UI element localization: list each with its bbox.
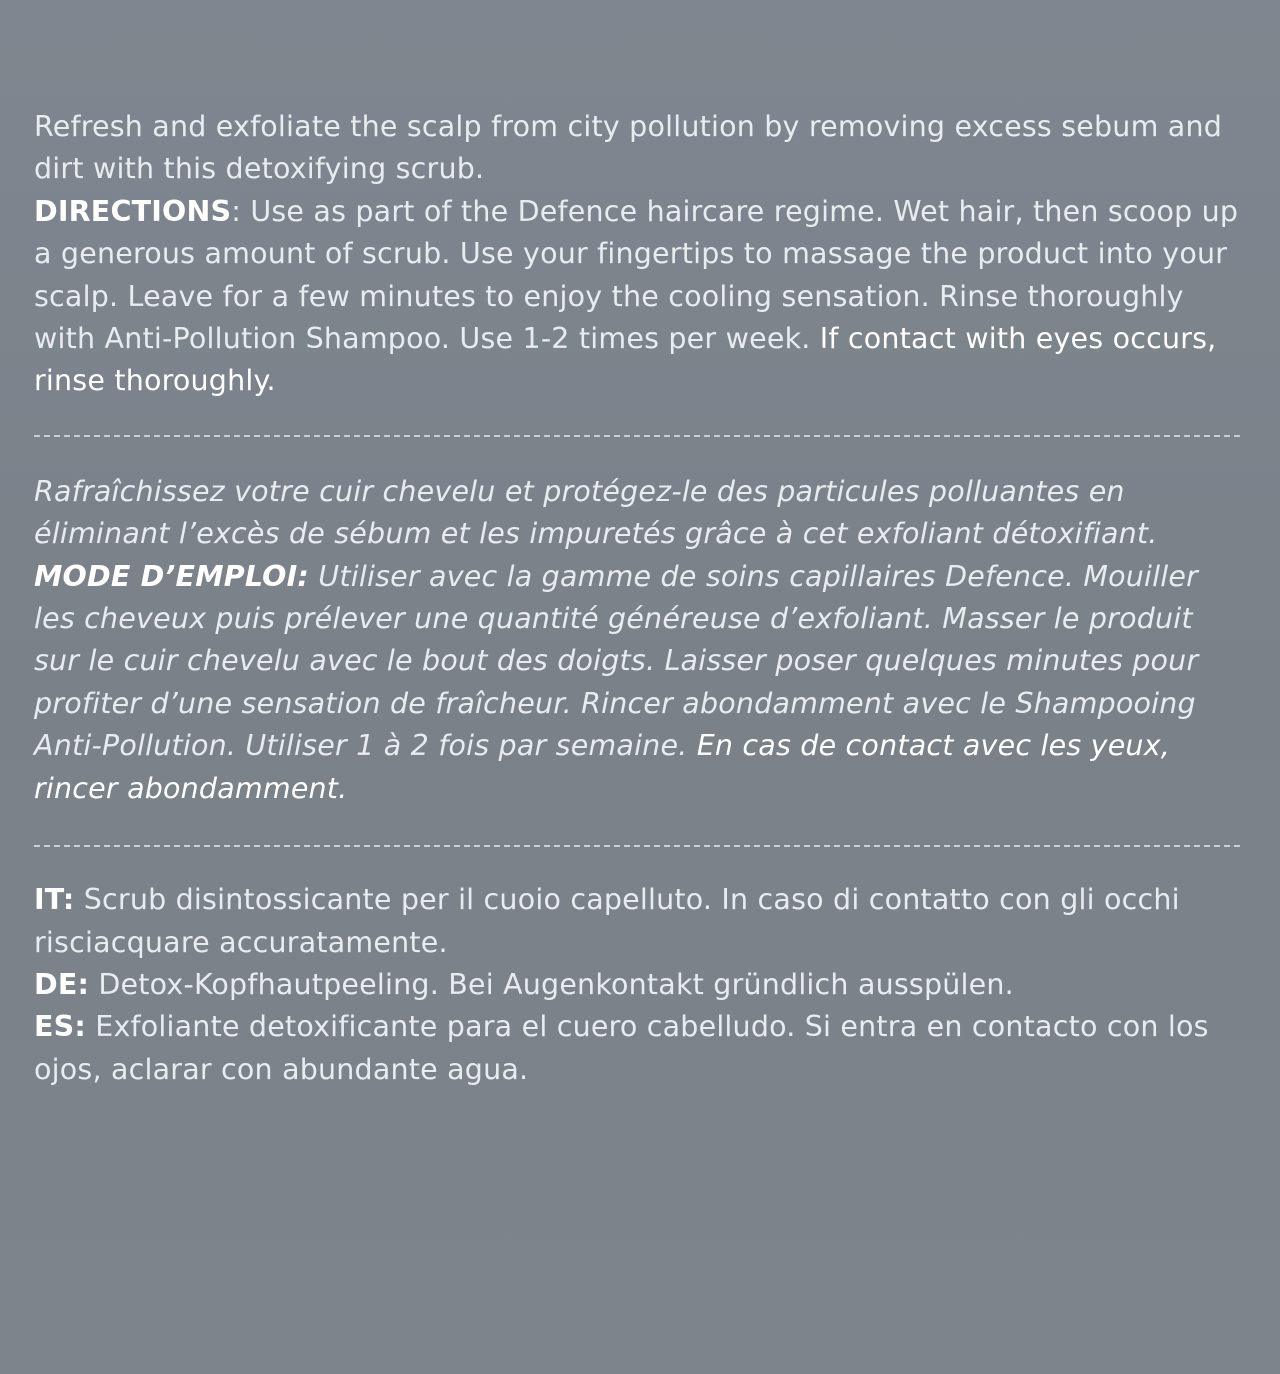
spanish-line bbox=[34, 1006, 1240, 1091]
language-code-it: IT: bbox=[34, 883, 75, 917]
english-warning: If contact with eyes occurs, rinse thoroughly. bbox=[34, 322, 1217, 398]
french-section bbox=[34, 471, 1240, 810]
english-directions-text: Use as part of the Defence haircare regime. Wet hair, then scoop up a generous amount of scrub. Use your fingertips to massage the product into your scalp. Leave for a few minutes to enjoy the cooling sensation. Rinse thoroughly with Anti-Pollution Shampoo. Use 1-2 times per week. bbox=[34, 194, 1239, 356]
english-directions-separator: : bbox=[231, 194, 251, 228]
french-directions-label: MODE D’EMPLOI: bbox=[34, 559, 310, 593]
spanish-text: Exfoliante detoxificante para el cuero cabelludo. Si entra en contacto con los ojos, aclarar con abundante agua. bbox=[34, 1010, 1209, 1086]
french-directions-text: Utiliser avec la gamme de soins capillaires Defence. Mouiller les cheveux puis prélever une quantité généreuse d’exfoliant. Masser le produit sur le cuir chevelu avec le bout des doigts. Laisser poser quelques minutes pour profiter d’une sensation de fraîcheur. Rincer abondamment avec le Shampooing Anti-Pollution. Utiliser 1 à 2 fois par semaine. bbox=[34, 559, 1199, 763]
french-directions bbox=[34, 556, 1240, 810]
dashed-divider bbox=[34, 435, 1240, 437]
english-section bbox=[34, 106, 1240, 403]
english-directions-label: DIRECTIONS bbox=[34, 194, 232, 228]
language-code-es: ES: bbox=[34, 1010, 86, 1044]
french-warning: En cas de contact avec les yeux, rincer abondamment. bbox=[34, 729, 1171, 805]
language-code-de: DE: bbox=[34, 967, 90, 1001]
german-text: Detox-Kopfhautpeeling. Bei Augenkontakt gründlich ausspülen. bbox=[89, 967, 1014, 1001]
french-intro: Rafraîchissez votre cuir chevelu et protégez-le des particules polluantes en éliminant l’excès de sébum et les impuretés grâce à cet exfoliant détoxifiant. bbox=[34, 474, 1158, 551]
german-line bbox=[34, 964, 1240, 1006]
italian-text: Scrub disintossicante per il cuoio capelluto. In caso di contatto con gli occhi risciacquare accuratamente. bbox=[34, 883, 1180, 959]
italian-line bbox=[34, 879, 1240, 964]
english-directions bbox=[34, 191, 1240, 403]
dashed-divider bbox=[34, 845, 1240, 847]
other-languages-section bbox=[34, 879, 1240, 1091]
english-intro: Refresh and exfoliate the scalp from city pollution by removing excess sebum and dirt with this detoxifying scrub. bbox=[34, 110, 1223, 186]
